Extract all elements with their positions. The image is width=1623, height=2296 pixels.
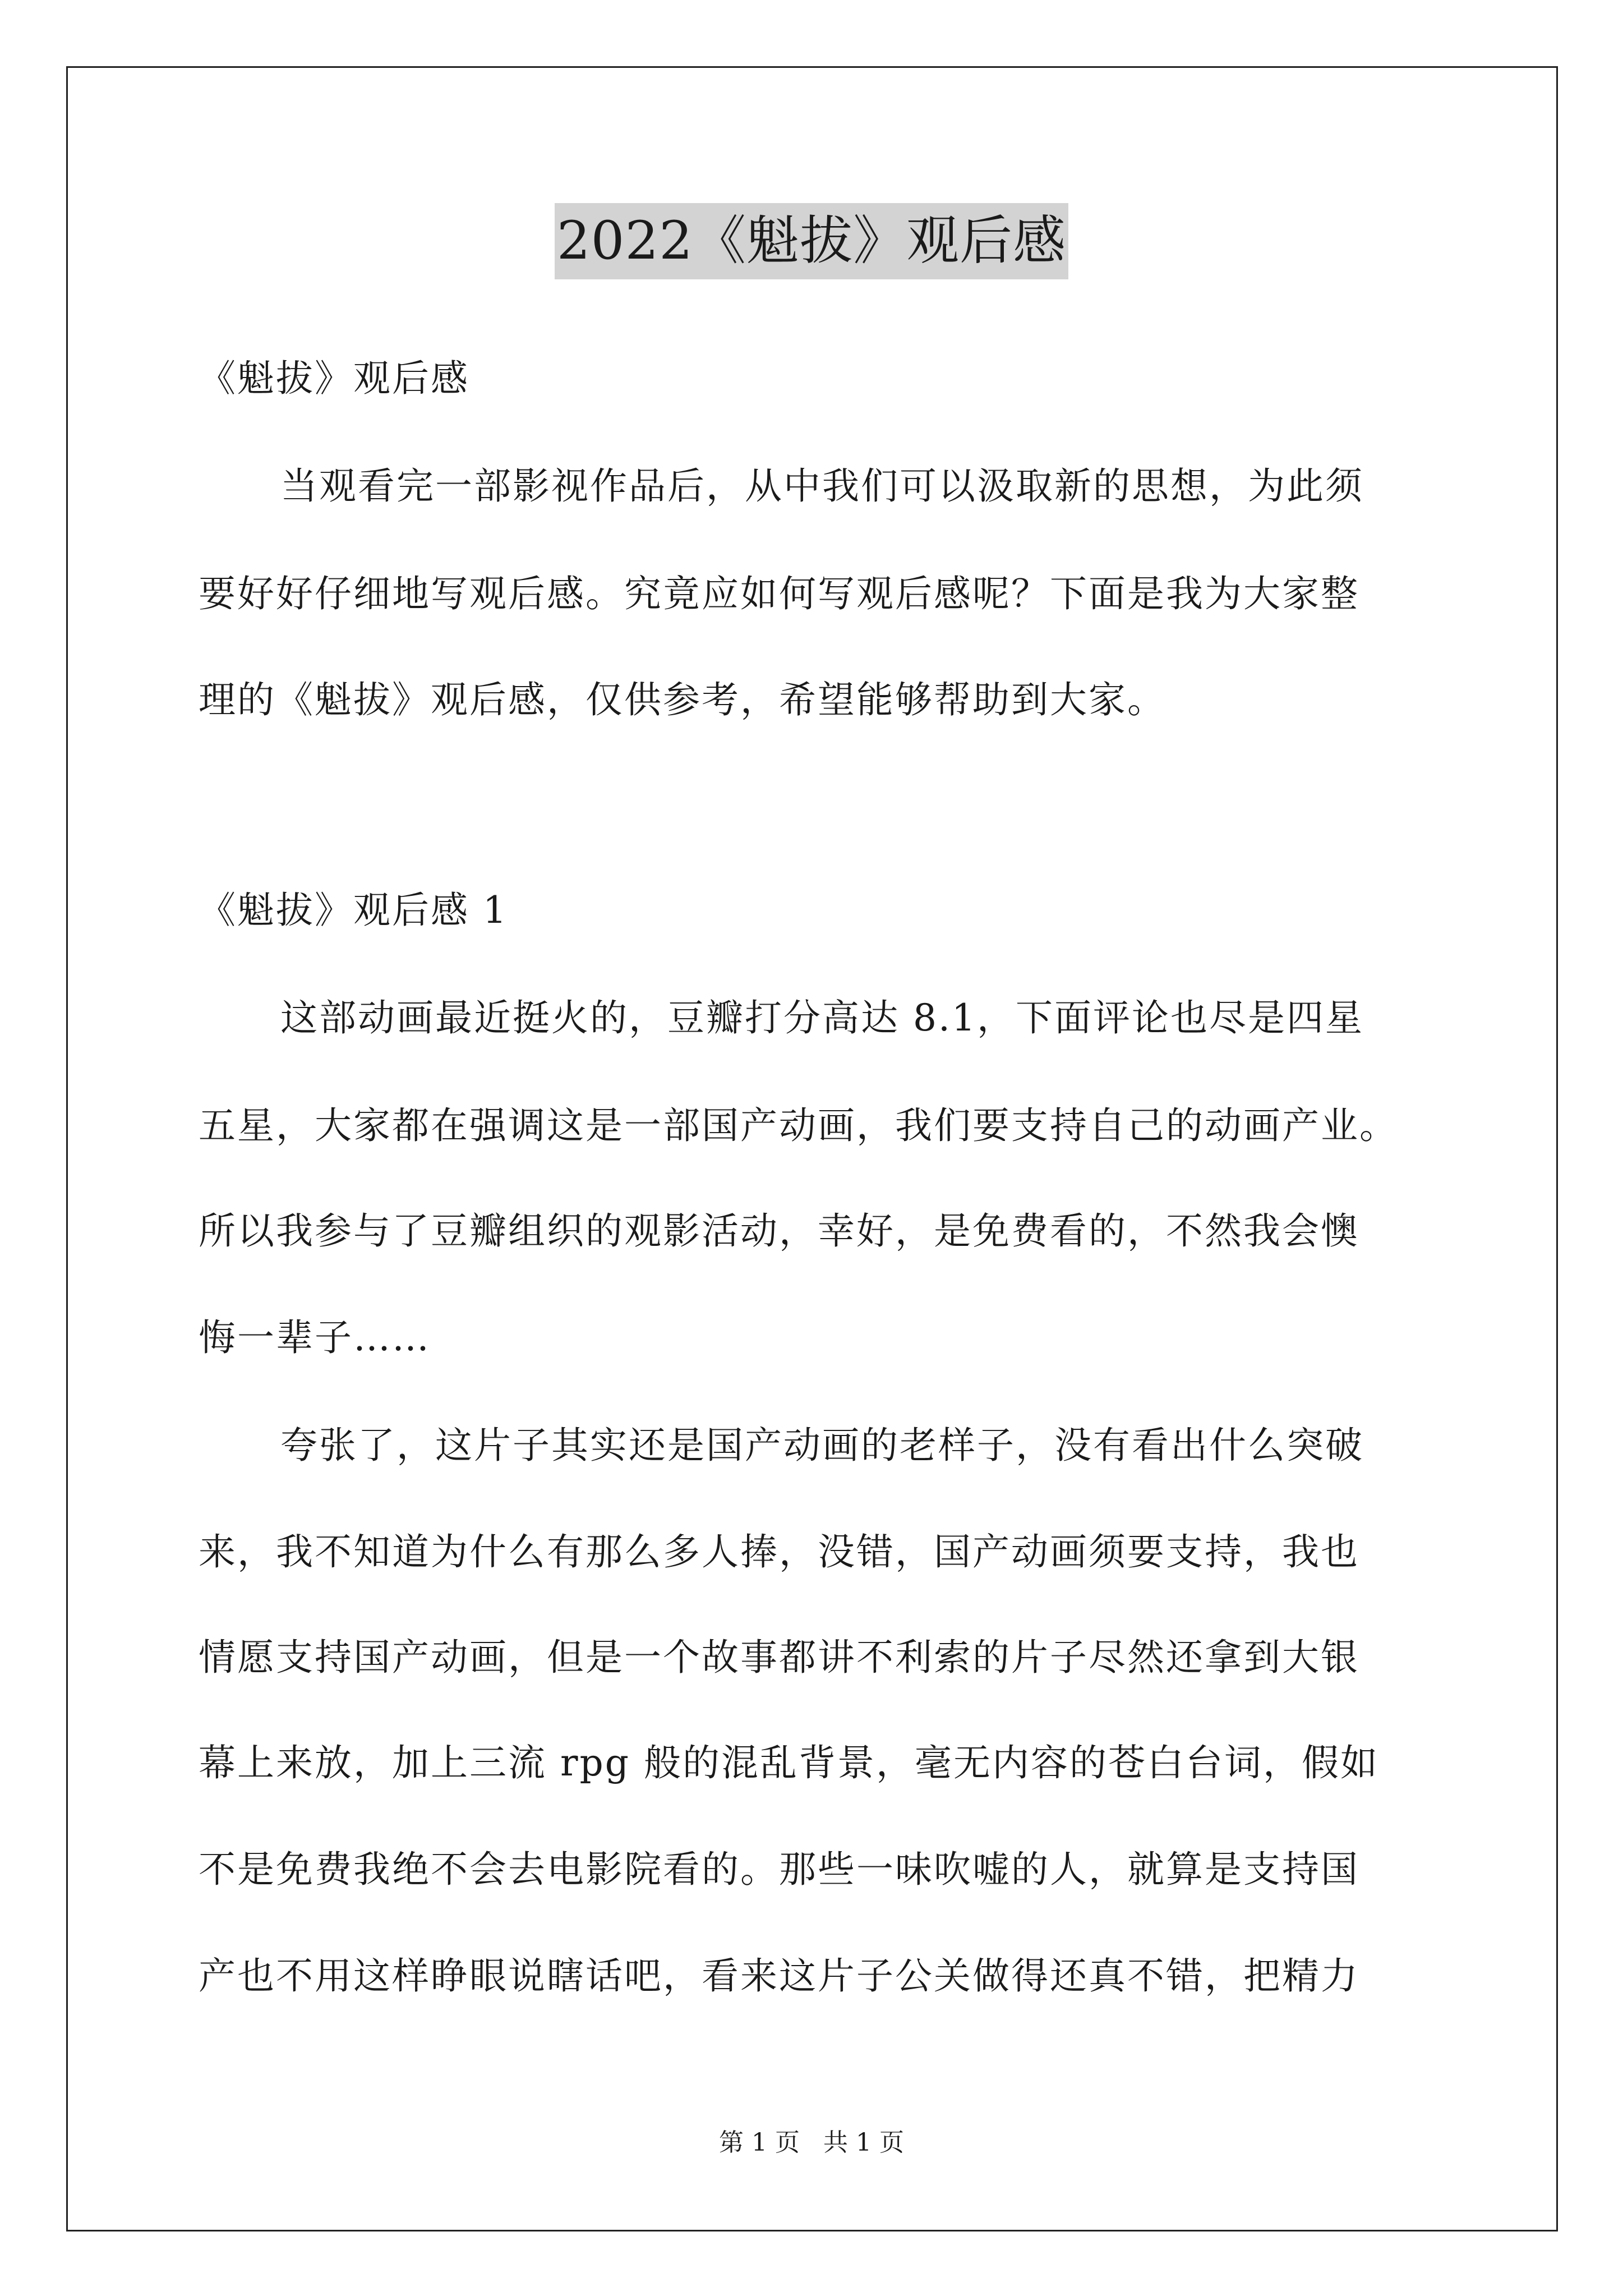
paragraph-line: 情愿支持国产动画，但是一个故事都讲不利索的片子尽然还拿到大银 [199,1636,1359,1679]
paragraph-line: 幕上来放，加上三流 rpg 般的混乱背景，毫无内容的苍白台词，假如 [199,1741,1380,1784]
page-footer: 第 1 页 共 1 页 [719,2128,904,2157]
paragraph-line: 这部动画最近挺火的，豆瓣打分高达 8.1，下面评论也尽是四星 [280,996,1364,1039]
paragraph-line: 夸张了，这片子其实还是国产动画的老样子，没有看出什么突破 [280,1424,1364,1467]
section-heading: 《魁拔》观后感 1 [199,889,508,932]
paragraph-line: 五星，大家都在强调这是一部国产动画，我们要支持自己的动画产业。 [199,1104,1398,1147]
paragraph-line: 要好好仔细地写观后感。究竟应如何写观后感呢？下面是我为大家整 [199,572,1359,615]
paragraph-line: 当观看完一部影视作品后，从中我们可以汲取新的思想，为此须 [280,464,1364,508]
title-container [0,203,1623,279]
document-title: 2022《魁拔》观后感 [555,203,1068,279]
paragraph-line: 来，我不知道为什么有那么多人捧，没错，国产动画须要支持，我也 [199,1530,1359,1573]
paragraph-line: 理的《魁拔》观后感，仅供参考，希望能够帮助到大家。 [199,678,1166,721]
paragraph-line: 产也不用这样睁眼说瞎话吧，看来这片子公关做得还真不错，把精力 [199,1954,1359,1998]
subtitle: 《魁拔》观后感 [199,357,469,400]
paragraph-line: 不是免费我绝不会去电影院看的。那些一味吹嘘的人，就算是支持国 [199,1848,1359,1891]
paragraph-line: 悔一辈子…… [199,1316,431,1359]
paragraph-line: 所以我参与了豆瓣组织的观影活动，幸好，是免费看的，不然我会懊 [199,1209,1359,1253]
